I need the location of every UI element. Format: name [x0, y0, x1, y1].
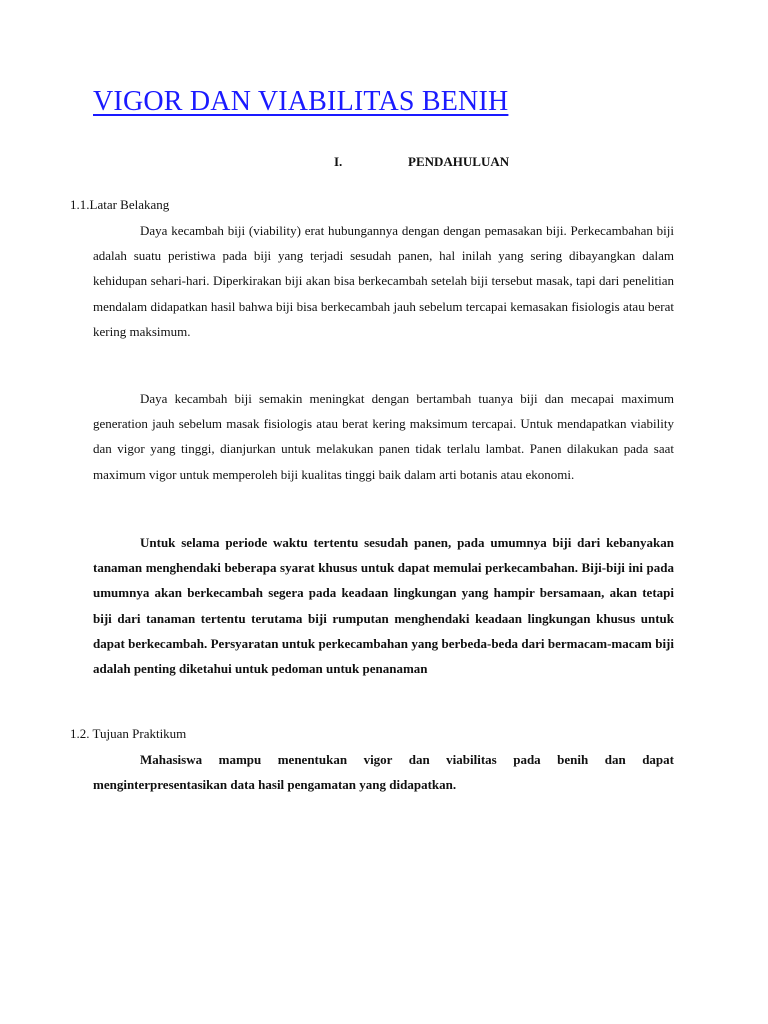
- section-heading-tujuan-praktikum: 1.2. Tujuan Praktikum: [70, 726, 187, 741]
- chapter-title: PENDAHULUAN: [408, 154, 510, 169]
- section-heading-latar-belakang: 1.1.Latar Belakang: [70, 197, 170, 212]
- paragraph-1: Daya kecambah biji (viability) erat hubungannya dengan dengan pemasakan biji. Perkecambahan biji adalah suatu peristiwa pada biji yang terjadi sesudah panen, hal inilah yang sering dibayangkan dalam kehidupan sehari-hari. Diperkirakan biji akan bisa berkecambah setelah biji tersebut masak, tapi dari penelitian mendalam didapatkan hasil bahwa biji bisa berkecambah jauh sebelum tercapai kemasakan fisiologis atau berat kering maksimum.: [93, 223, 674, 339]
- paragraph-3: Untuk selama periode waktu tertentu sesudah panen, pada umumnya biji dari kebanyakan tanaman menghendaki beberapa syarat khusus untuk dapat memulai perkecambahan. Biji-biji ini pada umumnya akan berkecambah segera pada keadaan lingkungan yang hampir bersamaan, akan tetapi biji dari tanaman tertentu terutama biji rumputan menghendaki keadaan lingkungan khusus untuk dapat berkecambah. Persyaratan untuk perkecambahan yang berbeda-beda dari bermacam-macam biji adalah penting diketahui untuk pedoman untuk penanaman: [93, 535, 674, 677]
- paragraph-2: Daya kecambah biji semakin meningkat dengan bertambah tuanya biji dan mecapai maximum generation jauh sebelum masak fisiologis atau berat kering maksimum tercapai. Untuk mendapatkan viability dan vigor yang tinggi, dianjurkan untuk melakukan panen tidak terlalu lambat. Panen dilakukan pada saat maximum vigor untuk memperoleh biji kualitas tinggi baik dalam arti botanis atau ekonomi.: [93, 391, 674, 482]
- paragraph-4: Mahasiswa mampu menentukan vigor dan viabilitas pada benih dan dapat menginterpresentasikan data hasil pengamatan yang didapatkan.: [93, 752, 674, 793]
- document-title: VIGOR DAN VIABILITAS BENIH: [93, 86, 509, 117]
- chapter-number: I.: [334, 154, 343, 169]
